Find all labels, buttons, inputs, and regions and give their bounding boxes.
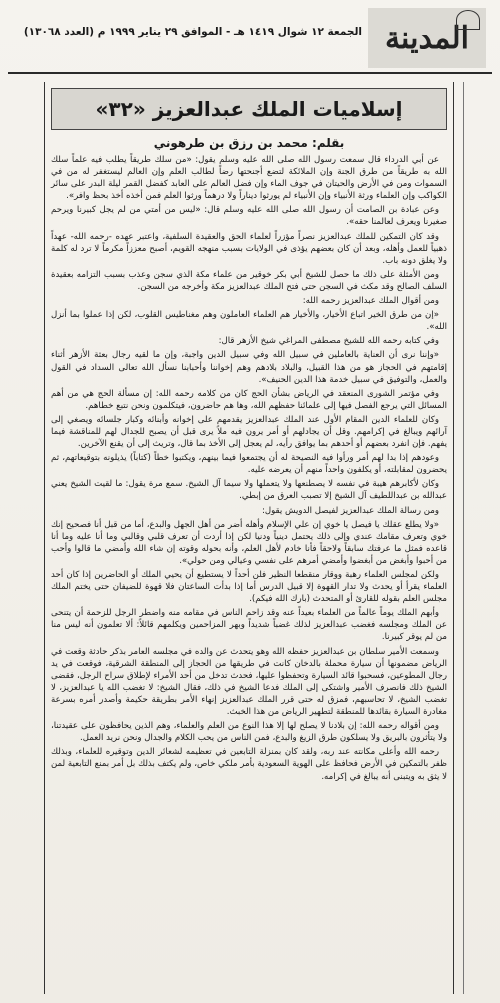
mosque-dome-icon bbox=[456, 10, 480, 30]
article-title: إسلاميات الملك عبدالعزيز «٣٢» bbox=[51, 88, 447, 130]
paragraph: ولكن لمجلس العلماء رهبة ووقار منقطعا النظير فلن أحداً لا يستطيع أن يحيي الملك أو الحاضرين إذا كان أحد العلماء يقرأ أو يحدث ولا تدار القهوة إلا قبيل الدرس أما إذا بدأت الساعتان فلا قهوة للضيفان حتى يختم الملك مجلس العلم بقوله للقارئ أو المتحدث (بارك الله فيكم). bbox=[51, 570, 447, 605]
article bbox=[44, 82, 454, 994]
paragraph: وفي مؤتمر الشورى المنعقد في الرياض بشأن الحج كان من كلامه رحمه الله: إن مسألة الحج هي من أهم المسائل التي يرجع الفصل فيها إلى علمائنا حفظهم الله، وها هم حاضرون، فيتكلمون ونحن نتبع خطاهم. bbox=[51, 388, 447, 411]
paragraph: وكان لأكابرهم هيبة في نفسه لا يصطنعها ولا يتعملها ولا سيما آل الشيخ. سمع مرة يقول: ما لقيت الشيخ يعني عبدالله بن عبداللطيف آل الشيخ إلا تصبب العرق من إبطي. bbox=[51, 479, 447, 502]
paragraph: عن أبي الدرداء قال سمعت رسول الله صلى الله عليه وسلم يقول: «من سلك طريقاً يطلب فيه علماً سلك الله به طريقاً من طرق الجنة وإن الملائكة لتضع أجنحتها رضاً لطالب العلم وإن العالم ليستغفر له من في السموات ومن في الأرض والحيتان في جوف الماء وإن فضل العالم على العابد كفضل القمر ليلة البدر على سائر الكواكب وإن العلماء ورثة الأنبياء وإن الأنبياء لم يورثوا ديناراً ولا درهماً ورثوا العلم فمن أخذه أخذ بحظ وافر». bbox=[51, 155, 447, 202]
dateline: الجمعة ١٢ شوال ١٤١٩ هـ - الموافق ٢٩ يناير ١٩٩٩ م (العدد ١٣٠٦٨) bbox=[23, 26, 362, 38]
newspaper-logo bbox=[368, 8, 486, 68]
paragraph: وقد كان التمكين للملك عبدالعزيز نصراً مؤزراً لعلماء الحق والعقيدة السلفية، واعتبر عهده -رحمه الله- عهداً ذهبياً للعمل وأهله، وبعد أن كان بعضهم يؤذى في الولايات بسبب منهجه القويم، أصبح معززاً مكرماً لا ترد له كلمة ولا يغلق دونه باب. bbox=[51, 231, 447, 266]
logo-text: المدينة bbox=[384, 20, 470, 56]
masthead bbox=[8, 6, 492, 74]
paragraph: «إن من طرق الخير اتباع الأخيار، والأخيار هم العلماء العاملون وهم مغناطيس القلوب، لكن إذا عملوا بما أنزل الله». bbox=[51, 310, 447, 333]
paragraph: وعودهم إذا بدا لهم أمر ورأوا فيه النصيحة له أن يجتمعوا فيما بينهم، ويكتبوا خطاً (كتاباً) يذيلونه بتوقيعاتهم، ثم يحضرون لمقابلته، أو يكلفون واحداً منهم أن يعرضه عليه. bbox=[51, 453, 447, 476]
column-rule bbox=[463, 82, 464, 994]
paragraph: «ولا يطلع عقلك يا فيصل يا خوي إن علي الإسلام وأهله أضر من أهل الجهل والبدع، أما من قبل أنا فصحيح إنك خوي وتعرف مقامك عندي وإلى ذلك يحتمل دينياً ودنيا لكن إذا أردت أن تعرف قلبي وقالبي وما أنا عليه وما أنا قاعده فمثل ما عرفتك سابقاً ولاحقاً فأنا خادم لأهل العلم، وأنه بحوله وقوته إن شاء الله وأمضي ما قالوا وأحب من أحبوا وأبغض من أبغضوا وأمضي أمرهم على نفسي وعيالي ومن حولي». bbox=[51, 519, 447, 566]
paragraph: ومن رسالة الملك عبدالعزيز لفيصل الدويش يقول: bbox=[261, 505, 439, 516]
paragraph: وعن عبادة بن الصامت أن رسول الله صلى الله عليه وسلم قال: «ليس من أمتي من لم يجل كبيرنا ويرحم صغيرنا ويعرف لعالمنا حقه». bbox=[51, 205, 447, 228]
byline: بقلم: محمد بن رزق بن طرهوني bbox=[153, 136, 345, 150]
paragraph: وفي كتابه رحمه الله للشيخ مصطفى المراغي شيخ الأزهر قال: bbox=[218, 336, 439, 347]
paragraph: وسمعت الأمير سلطان بن عبدالعزيز حفظه الله وهو يتحدث عن والده في مجلسه العامر بذكر حادثة وقعت في الرياض مضمونها أن سيارة محملة بالدخان كانت في طريقها من الحجاز إلى المنطقة الشرقية، فوقعت في يد رجال المطوعين، فسحبوا قائد السيارة وتحفظوا عليها، فحدث تدخل من أحد الأمراء لإطلاق سراح الرجل، فقضى الشيخ ذلك فانصرف الأمير واشتكى إلى الملك فدعا الشيخ في ذلك، فقال الشيخ: لا تغضب الله يا عبدالعزيز، لا تغضب الشيخ، لا تحاسبهم، فمزق له حتى قرر الملك عبدالعزيز إنهاء الأمر بطريقة حكيمة وأصدر أمره بسرعة مغادرة السيارة بقائدها للمنطقة لتطهير الرياض من هذا الخبث. bbox=[51, 646, 447, 718]
paragraph: «وإننا نرى أن العناية بالعاملين في سبيل الله وفي سبيل الدين واجبة، وإن ما لقيه رجال بعثة الأزهر أثناء إقامتهم في الحجاز هو من هذا القبيل، والبلاد بلادهم وهم إخواننا وأحبابنا نسأل الله تعالى السداد في القول والعمل، والتوفيق في سبيل خدمة هذا الدين الحنيف». bbox=[51, 350, 447, 385]
paragraph: ومن أقوال الملك عبدالعزيز رحمه الله: bbox=[302, 296, 439, 307]
paragraph: ومن أقواله رحمه الله: إن بلادنا لا يصلح لها إلا هذا النوع من العلم والعلماء، وهم الذين يحافظون على عقيدتنا، ولا يتأثرون بالبريق ولا يسلكون طرق الزيغ والبدع، فمن الناس من يحب الكلام والجدال ونحن نريد العمل. bbox=[51, 721, 447, 744]
paragraph: رحمه الله وأعلى مكانته عند ربه، ولقد كان بمنزلة التابعين في تعظيمه لشعائر الدين وتوقيره للعلماء، وبذلك ظفر بالتمكين في الأرض فحافظ على الهوية السعودية بأمر ملكي خاص، ولم يكتف بذلك بل أمر بمنع التابعية لمن لا يثق به ويتبنى أنه يبالغ في إكرامه. bbox=[51, 747, 447, 782]
paragraph: وكان للعلماء الدين المقام الأول عند الملك عبدالعزيز يقدمهم على إخوانه وأبنائه وكبار جلسائه ويصغي إلى آرائهم ويبالغ في إكرامهم. وقل أن يجادلهم أو أمر يرون فيه ملاً يرى قبل أن يصبح للجدال لهم للمناقشة فيما يفهم. فإن انفرد بعضهم أو أحدهم بما يوافق رأيه، لم يعجل إلى الأخذ بما قال، وتريث إلى أن يقنع الآخرين. bbox=[51, 414, 447, 450]
article-body bbox=[51, 154, 447, 783]
paragraph: وأبهم الملك يوماً عالماً من العلماء بعيداً عنه وقد زاحم الناس في مقامه منه واضطر الرجل للزحمة أن يتنحى عن الملك ومجلسه فغضب عبدالعزيز لذلك غضباً شديداً وبهر المزاحمين ويكلمهم قائلاً: ألا تعلمون أنه ليس منا من لم يوقر كبيرنا. bbox=[51, 608, 447, 643]
paragraph: ومن الأمثلة على ذلك ما حصل للشيخ أبي بكر خوقير من علماء مكة الذي سجن وعذب بسبب التزامه بعقيدة السلف الصالح وقد مكث في السجن حتى فتح الملك عبدالعزيز مكة وأخرجه من السجن. bbox=[51, 269, 447, 292]
